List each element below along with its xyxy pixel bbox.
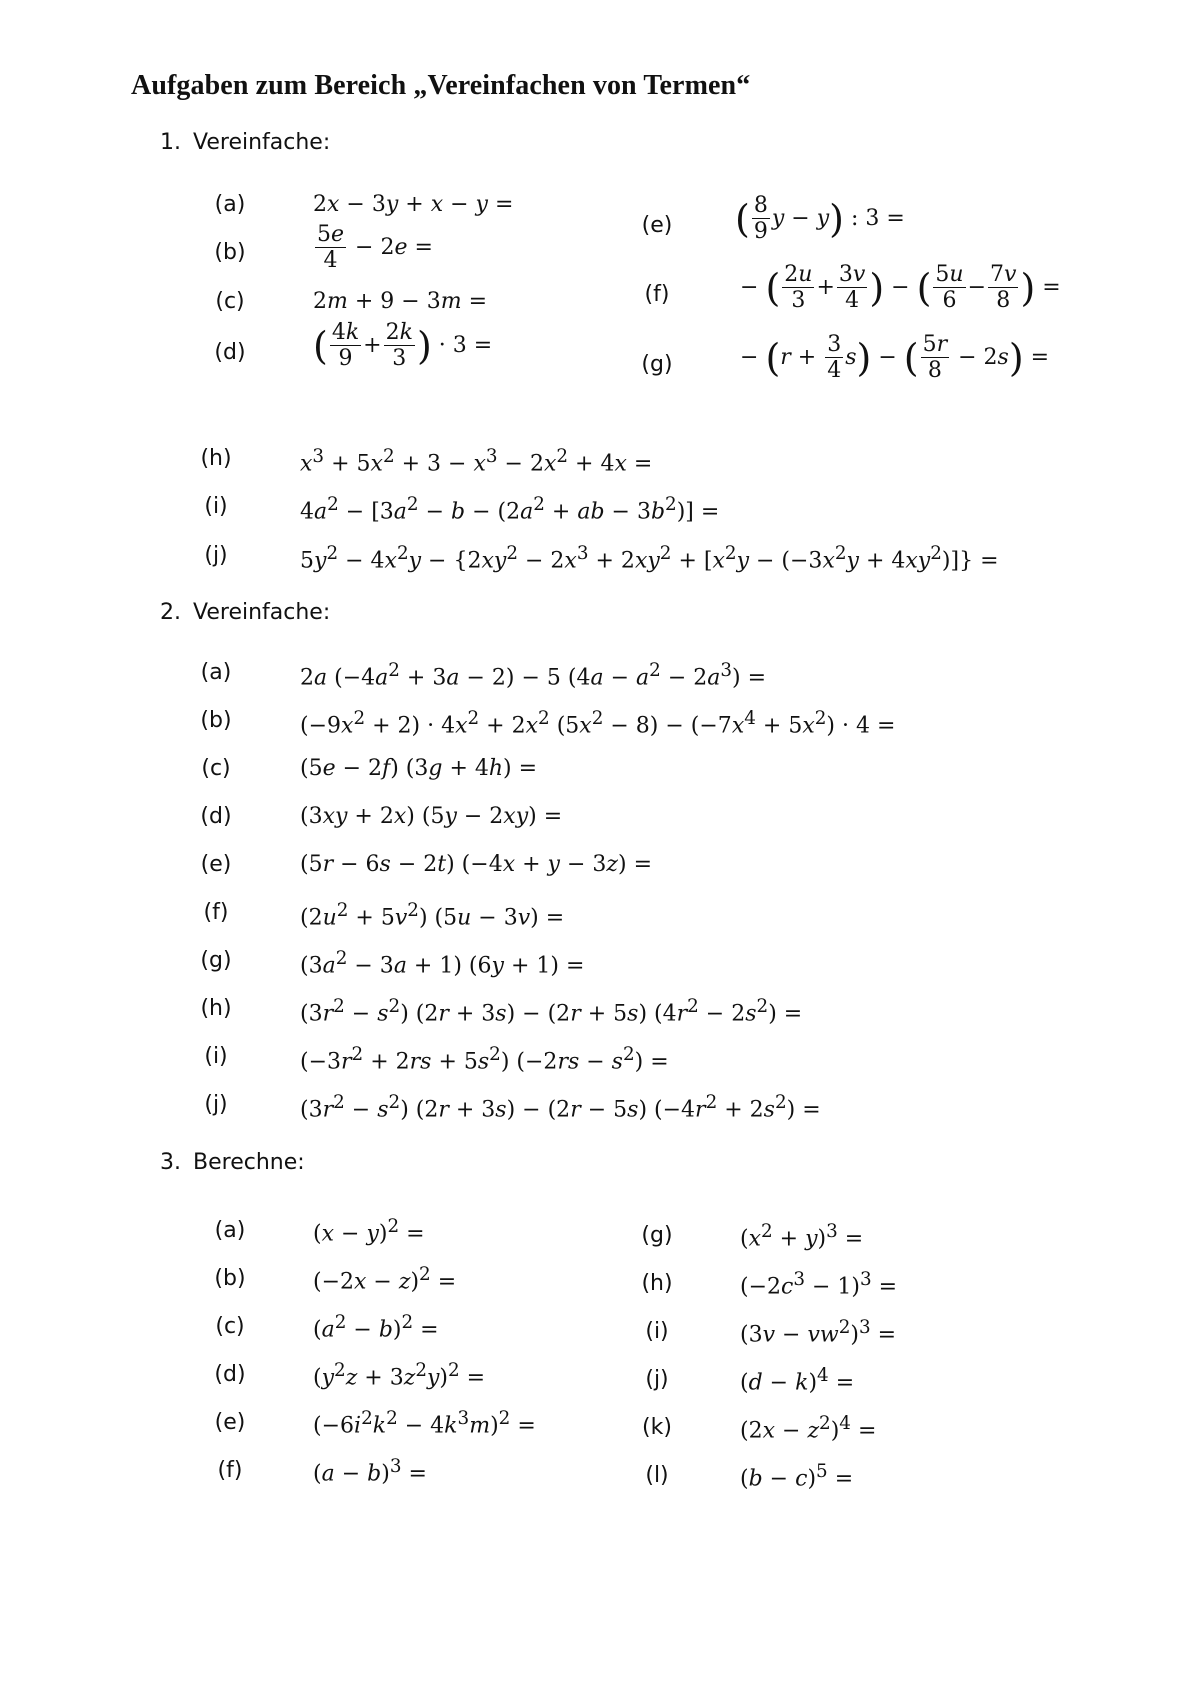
item-label: (j) xyxy=(204,543,228,568)
item-label: (c) xyxy=(215,1314,245,1339)
math-expression: 2a $(-4a^2 + 3a - 2) - 5$ $(4a - a^2 - 2a^3)$ = xyxy=(300,660,767,691)
math-expression: $(3r^2 - s^2) (2r + 3s) - (2r + 5s) (4r^2 - 2s^2)$ = xyxy=(300,996,803,1027)
item-label: (l) xyxy=(645,1463,669,1488)
math-expression: $(y^2z + 3z^2y)^2$ = xyxy=(313,1360,486,1391)
item-label: (d) xyxy=(214,340,246,365)
section-number: 1. xyxy=(160,130,181,155)
math-expression: $5y^2 - 4x^2y - \{2xy^2 - 2x^3 + 2xy^2 + [x^2y - (-3x^2y + 4xy^2)]\}$ = xyxy=(300,543,999,574)
item-label: (g) xyxy=(641,1223,673,1248)
item-label: (k) xyxy=(642,1415,672,1440)
math-expression: − (r + $\frac{3}{4}$ s) − ( $\frac{5r}{8}$ − 2s) = xyxy=(740,332,1050,384)
section-number: 2. xyxy=(160,600,181,625)
item-label: (j) xyxy=(204,1092,228,1117)
math-expression: $(a^2 - b)^2$ = xyxy=(313,1312,439,1343)
item-label: (e) xyxy=(200,852,232,877)
item-label: (i) xyxy=(204,1044,228,1069)
math-expression: ( $\frac{8}{9}$ y − y) : 3 = xyxy=(735,193,905,245)
math-expression: $4a^2 - [3a^2 - b - (2a^2$ + ab − $3b^2$)] = xyxy=(300,494,720,525)
math-expression: (3xy + 2x) (5y − 2xy) = xyxy=(300,804,563,829)
item-label: (g) xyxy=(641,352,673,377)
section-3-heading xyxy=(160,1150,305,1175)
item-label: (d) xyxy=(200,804,232,829)
item-label: (a) xyxy=(214,1218,246,1243)
item-label: (i) xyxy=(645,1319,669,1344)
section-2-heading xyxy=(160,600,330,625)
item-label: (i) xyxy=(204,494,228,519)
math-expression: $(2x - z^2)^4$ = xyxy=(740,1413,877,1444)
section-title: Vereinfache: xyxy=(193,600,331,625)
math-expression: $(-3r^2 + 2rs + 5s^2) (-2rs - s^2)$ = xyxy=(300,1044,669,1075)
math-expression: $x^3 + 5x^2 + 3 - x^3 - 2x^2 + 4x$ = xyxy=(300,446,653,477)
item-label: (b) xyxy=(214,1266,246,1291)
section-title: Berechne: xyxy=(193,1150,305,1175)
item-label: (a) xyxy=(200,660,232,685)
math-expression: $(x - y)^2$ = xyxy=(313,1216,425,1247)
item-label: (j) xyxy=(645,1367,669,1392)
math-expression: $(-9x^2 + 2) \cdot 4x^2 + 2x^2$ $(5x^2 - 8) - (-7x^4 + 5x^2) \cdot 4$ = xyxy=(300,708,896,739)
math-expression: $(3a^2 - 3a + 1) (6y + 1)$ = xyxy=(300,948,585,979)
math-expression: $(x^2 + y)^3$ = xyxy=(740,1221,864,1252)
item-label: (e) xyxy=(641,213,673,238)
math-expression: (5e − 2f) (3g + 4h) = xyxy=(300,756,538,781)
item-label: (c) xyxy=(215,289,245,314)
item-label: (h) xyxy=(641,1271,673,1296)
item-label: (a) xyxy=(214,192,246,217)
math-expression: $(3v - vw^2)^3$ = xyxy=(740,1317,897,1348)
math-expression: $\frac{5e}{4}$ − 2e = xyxy=(317,222,433,274)
math-expression: 2x − 3y + x − y = xyxy=(313,192,514,217)
section-number: 3. xyxy=(160,1150,181,1175)
math-expression: $(a - b)^3$ = xyxy=(313,1456,427,1487)
item-label: (h) xyxy=(200,446,232,471)
math-expression: − ( $\frac{2u}{3}$ + $\frac{3v}{4}$ ) − ( $\frac{5u}{6}$ − $\frac{7v}{8}$ ) = xyxy=(740,262,1061,314)
item-label: (h) xyxy=(200,996,232,1021)
math-expression: $(b - c)^5$ = xyxy=(740,1461,854,1492)
item-label: (c) xyxy=(201,756,231,781)
item-label: (b) xyxy=(214,240,246,265)
item-label: (d) xyxy=(214,1362,246,1387)
math-expression: 2m + 9 − 3m = xyxy=(313,289,488,314)
math-expression: $(2u^2 + 5v^2) (5u - 3v)$ = xyxy=(300,900,565,931)
math-expression: $(-2c^3 - 1)^3$ = xyxy=(740,1269,898,1300)
math-expression: (5r − 6s − 2t) (−4x + y − 3z) = xyxy=(300,852,653,877)
page-title: Aufgaben zum Bereich „Vereinfachen von Termen“ xyxy=(131,70,751,101)
item-label: (f) xyxy=(217,1458,243,1483)
item-label: (b) xyxy=(200,708,232,733)
math-expression: ( $\frac{4k}{9}$ + $\frac{2k}{3}$ ) · 3 = xyxy=(313,320,493,372)
item-label: (f) xyxy=(203,900,229,925)
section-1-heading xyxy=(160,130,330,155)
math-expression: $(-6i^2k^2 - 4k^3m)^2$ = xyxy=(313,1408,536,1439)
item-label: (g) xyxy=(200,948,232,973)
item-label: (f) xyxy=(644,282,670,307)
math-expression: $(3r^2 - s^2) (2r + 3s) - (2r - 5s) (-4r^2 + 2s^2)$ = xyxy=(300,1092,821,1123)
math-expression: $(d - k)^4$ = xyxy=(740,1365,855,1396)
section-title: Vereinfache: xyxy=(193,130,331,155)
item-label: (e) xyxy=(214,1410,246,1435)
math-expression: $(-2x - z)^2$ = xyxy=(313,1264,457,1295)
